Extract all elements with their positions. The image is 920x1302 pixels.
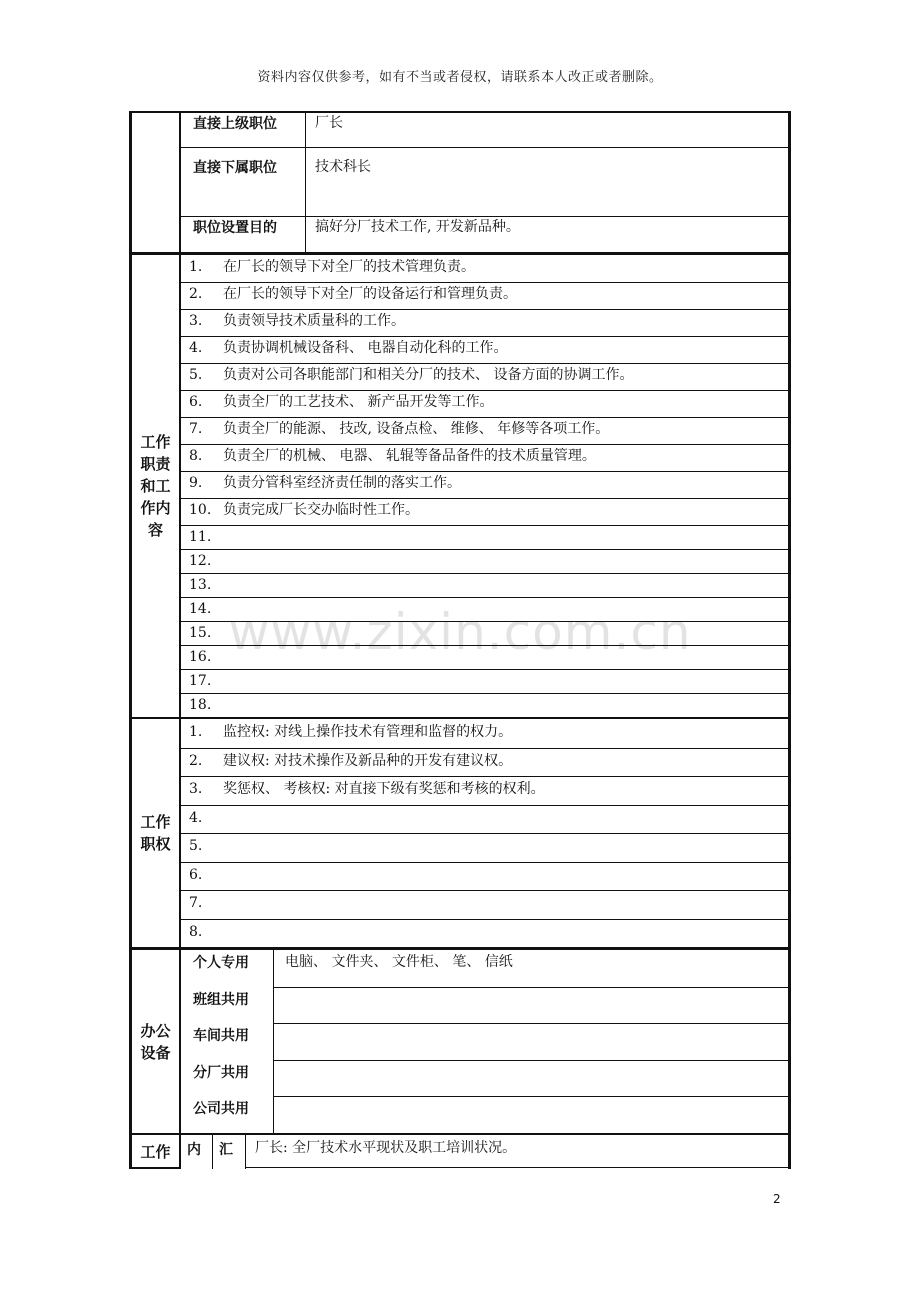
equipment-label: 车间共用	[193, 1028, 249, 1044]
outer-left-border	[129, 111, 132, 1169]
duties-label-line: 和工	[140, 477, 171, 495]
bottom-rule	[129, 1167, 179, 1169]
row-rule	[179, 525, 788, 526]
row-rule	[179, 693, 788, 694]
duties-section-label	[132, 431, 179, 541]
relations-section-label: 工作	[140, 1143, 171, 1161]
sub-divider	[245, 1135, 246, 1169]
row-rule	[179, 621, 788, 622]
authority-number: 2.	[189, 752, 203, 769]
row-rule	[179, 417, 788, 418]
duty-number: 8.	[189, 448, 203, 464]
duty-number: 13.	[189, 577, 212, 593]
row-rule	[179, 549, 788, 550]
row-rule	[273, 1060, 788, 1061]
equipment-label-line: 办公	[140, 1021, 171, 1040]
section-rule	[129, 717, 791, 719]
equipment-label: 公司共用	[193, 1101, 249, 1117]
row-rule	[179, 216, 788, 217]
watermark-text: www.zixin.com.cn	[228, 603, 692, 661]
equipment-label-line: 设备	[140, 1043, 171, 1062]
section-divider	[179, 1135, 181, 1169]
duty-text: 负责全厂的机械、 电器、 轧辊等备品备件的技术质量管理。	[223, 448, 596, 464]
authority-text: 奖惩权、 考核权: 对直接下级有奖惩和考核的权利。	[223, 781, 545, 797]
row-rule	[179, 776, 788, 777]
duty-text: 在厂长的领导下对全厂的技术管理负责。	[223, 259, 475, 275]
authority-text: 建议权: 对技术操作及新品种的开发有建议权。	[223, 752, 513, 769]
duty-text: 负责对公司各职能部门和相关分厂的技术、 设备方面的协调工作。	[223, 367, 634, 383]
duty-number: 14.	[189, 601, 212, 617]
row-rule	[179, 597, 788, 598]
section-rule	[129, 947, 791, 950]
duty-number: 10.	[189, 502, 212, 518]
row-rule	[273, 1023, 788, 1024]
relations-sub-label: 内	[187, 1142, 201, 1158]
section-rule	[129, 1133, 791, 1135]
equipment-label: 个人专用	[193, 955, 249, 971]
row-rule	[179, 919, 788, 920]
row-rule	[179, 669, 788, 670]
section-divider	[179, 111, 181, 252]
position-value: 厂长	[315, 115, 343, 131]
label-divider	[273, 950, 274, 1133]
authority-number: 7.	[189, 895, 203, 911]
duty-number: 3.	[189, 313, 203, 329]
outer-right-border	[788, 111, 791, 1169]
authority-label-line: 职权	[140, 835, 171, 853]
relations-sub-label: 汇	[219, 1142, 233, 1158]
duty-number: 16.	[189, 649, 212, 665]
row-rule	[179, 833, 788, 834]
authority-number: 4.	[189, 809, 203, 826]
page-number: 2	[773, 1192, 781, 1206]
authority-number: 8.	[189, 923, 203, 940]
duty-text: 负责协调机械设备科、 电器自动化科的工作。	[223, 340, 508, 356]
duties-label-line: 工作	[140, 433, 171, 451]
page-header-note: 资料内容仅供参考，如有不当或者侵权，请联系本人改正或者删除。	[257, 70, 663, 85]
duty-number: 6.	[189, 394, 203, 410]
row-rule	[179, 282, 788, 283]
equipment-label: 分厂共用	[193, 1064, 249, 1081]
equipment-section-label	[132, 1020, 179, 1064]
duty-text: 负责全厂的工艺技术、 新产品开发等工作。	[223, 394, 494, 410]
authority-number: 3.	[189, 781, 203, 797]
row-rule	[179, 363, 788, 364]
duty-text: 负责分管科室经济责任制的落实工作。	[223, 475, 461, 491]
position-value: 技术科长	[315, 159, 371, 175]
authority-number: 6.	[189, 866, 203, 883]
duties-label-line: 作内	[140, 499, 171, 517]
position-label: 直接上级职位	[193, 116, 277, 132]
duty-text: 负责完成厂长交办临时性工作。	[223, 502, 419, 518]
row-rule	[273, 987, 788, 988]
row-rule	[179, 645, 788, 646]
row-rule	[179, 573, 788, 574]
authority-label-line: 工作	[140, 813, 171, 831]
equipment-value: 电脑、 文件夹、 文件柜、 笔、 信纸	[285, 954, 513, 970]
duty-number: 11.	[189, 529, 212, 545]
row-rule	[179, 444, 788, 445]
authority-number: 5.	[189, 838, 203, 854]
job-description-form	[129, 111, 791, 1169]
duty-text: 负责领导技术质量科的工作。	[223, 313, 405, 329]
duties-label-line: 职责	[140, 455, 171, 473]
duty-number: 7.	[189, 421, 203, 437]
relations-value: 厂长: 全厂技术水平现状及职工培训状况。	[255, 1140, 517, 1156]
duty-number: 17.	[189, 673, 212, 689]
row-rule	[179, 805, 788, 806]
position-label: 职位设置目的	[193, 220, 277, 236]
position-value: 搞好分厂技术工作, 开发新品种。	[315, 219, 520, 235]
duty-number: 2.	[189, 286, 203, 302]
position-label: 直接下属职位	[193, 160, 277, 176]
duty-number: 12.	[189, 553, 212, 569]
outer-top-border	[129, 111, 791, 113]
duty-number: 5.	[189, 367, 203, 383]
duty-number: 1.	[189, 259, 203, 275]
equipment-label: 班组共用	[193, 991, 249, 1008]
row-rule	[179, 498, 788, 499]
row-rule	[179, 862, 788, 863]
row-rule	[179, 309, 788, 310]
duty-text: 在厂长的领导下对全厂的设备运行和管理负责。	[223, 286, 517, 302]
row-rule	[179, 390, 788, 391]
row-rule	[179, 336, 788, 337]
section-rule	[129, 252, 791, 255]
duty-number: 4.	[189, 340, 203, 356]
authority-section-label	[132, 811, 179, 855]
duty-number: 18.	[189, 697, 212, 713]
duties-label-line: 容	[147, 521, 163, 539]
section-divider	[179, 950, 181, 1133]
duty-number: 15.	[189, 625, 212, 641]
duty-number: 9.	[189, 475, 203, 491]
sub-divider	[212, 1135, 213, 1169]
authority-number: 1.	[189, 724, 203, 740]
section-divider	[179, 255, 181, 717]
row-rule	[179, 147, 788, 148]
label-divider	[305, 111, 306, 252]
row-rule	[179, 748, 788, 749]
dotted-rule	[245, 1167, 788, 1168]
duty-text: 负责全厂的能源、 技改, 设备点检、 维修、 年修等各项工作。	[223, 421, 610, 437]
section-divider	[179, 719, 181, 947]
row-rule	[179, 471, 788, 472]
authority-text: 监控权: 对线上操作技术有管理和监督的权力。	[223, 724, 513, 740]
row-rule	[179, 890, 788, 891]
row-rule	[273, 1096, 788, 1097]
